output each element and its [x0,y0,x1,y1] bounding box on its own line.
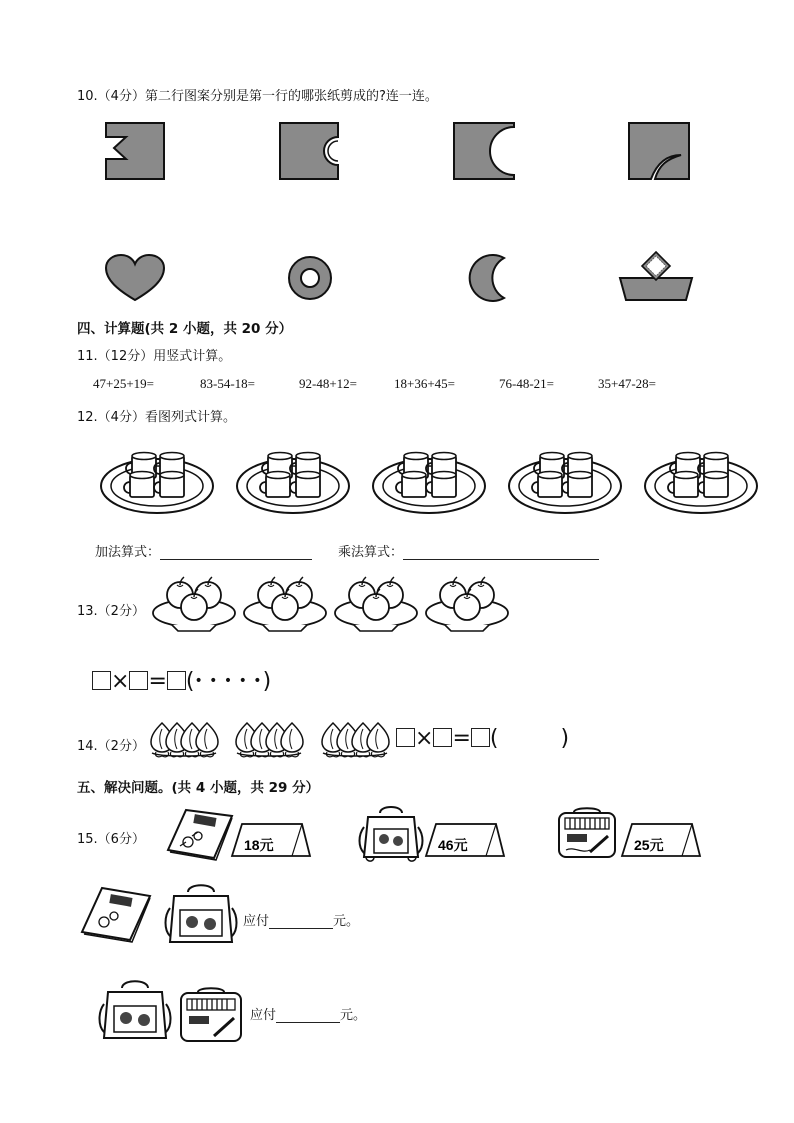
q13-dots: • • • • • [194,673,263,689]
cup-plate-1 [101,453,213,514]
payment-1-answer-line[interactable] [269,914,333,929]
q10-label: 10.（4分）第二行图案分别是第一行的哪张纸剪成的?连一连。 [77,89,438,104]
paper-shape-b[interactable] [278,121,340,181]
q13-paren-close: ) [262,669,272,694]
q14-times: × [415,726,434,751]
apple-plate-1 [153,577,235,631]
q13-label: 13.（2分） [77,604,145,619]
q14-equation [396,726,569,751]
paint-box-icon-combo-2 [178,988,244,1044]
q13-box-3[interactable] [167,671,186,690]
crescent-pattern[interactable] [460,254,510,302]
q12-label: 12.（4分）看图列式计算。 [77,410,236,425]
q14-paren-open: ( [489,726,499,751]
apple-plates-illustration [152,578,514,634]
q11-expr-2: 83-54-18= [200,376,255,391]
cup-plates-illustration [100,446,760,518]
multiplication-formula-label: 乘法算式： [338,545,404,560]
q13-paren-open: ( [185,669,195,694]
cup-plate-4 [509,453,621,514]
payment-1-suffix: 元。 [333,914,360,929]
section-4-title: 四、计算题(共 2 小题，共 20 分） [77,321,293,337]
book-icon [166,808,236,860]
paper-shape-d[interactable] [627,121,691,181]
boat-pattern[interactable] [618,250,694,302]
backpack-icon-combo-2 [100,980,172,1044]
addition-formula-label: 加法算式： [95,545,161,560]
peach-groups-illustration [150,717,390,759]
price-tag-paint-box [620,820,702,860]
q11-expr-5: 76-48-21= [499,376,554,391]
price-paint-box: 25元 [634,837,664,853]
payment-row-1 [243,910,359,929]
ring-pattern[interactable] [286,254,334,302]
apple-plate-3 [335,577,417,631]
q14-label: 14.（2分） [77,739,145,754]
peach-group-3 [322,723,389,757]
q13-times: × [111,669,130,694]
q13-equals: = [148,669,167,694]
price-book: 18元 [244,837,274,853]
q14-box-1[interactable] [396,728,415,747]
q11-expr-6: 35+47-28= [598,376,656,391]
book-icon-combo-1 [80,886,154,944]
paper-shape-c[interactable] [452,121,516,181]
q13-box-2[interactable] [129,671,148,690]
addition-formula-row [95,541,312,560]
price-backpack: 46元 [438,837,468,853]
price-tag-backpack [424,820,506,860]
price-tag-book [230,820,312,860]
apple-plate-2 [244,577,326,631]
apple-plate-4 [426,577,508,631]
multiplication-answer-line[interactable] [403,545,599,560]
q14-box-3[interactable] [471,728,490,747]
heart-pattern[interactable] [104,254,166,302]
q15-label: 15.（6分） [77,832,145,847]
cup-plate-2 [237,453,349,514]
payment-1-prefix: 应付 [243,914,270,929]
paper-shape-a[interactable] [104,121,166,181]
backpack-icon-combo-1 [166,884,238,948]
payment-2-suffix: 元。 [340,1008,367,1023]
cup-plate-3 [373,453,485,514]
q11-expr-4: 18+36+45= [394,376,455,391]
payment-2-prefix: 应付 [250,1008,277,1023]
q11-expr-3: 92-48+12= [299,376,357,391]
q14-equals: = [452,726,471,751]
backpack-icon [360,805,422,863]
q11-label: 11.（12分）用竖式计算。 [77,349,232,364]
q14-paren-close: ) [560,726,570,751]
payment-2-answer-line[interactable] [276,1008,340,1023]
q11-expr-1: 47+25+19= [93,376,154,391]
payment-row-2 [250,1004,366,1023]
peach-group-2 [236,723,303,757]
addition-answer-line[interactable] [160,545,312,560]
cup-plate-5 [645,453,757,514]
peach-group-1 [151,723,218,757]
multiplication-formula-row [338,541,599,560]
q13-equation [92,669,271,694]
q13-box-1[interactable] [92,671,111,690]
paint-box-icon [556,808,618,860]
q14-box-2[interactable] [433,728,452,747]
section-5-title: 五、解决问题。(共 4 小题，共 29 分） [77,780,320,796]
